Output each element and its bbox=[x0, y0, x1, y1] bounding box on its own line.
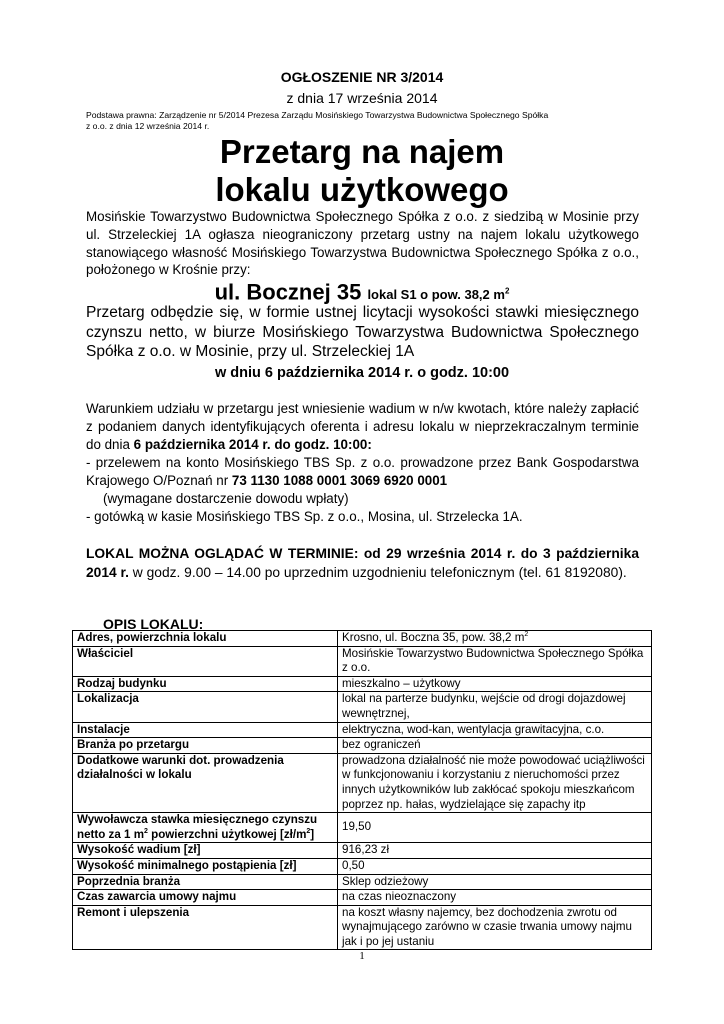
row-label: Poprzednia branża bbox=[73, 874, 338, 890]
row-label: Lokalizacja bbox=[73, 692, 338, 722]
legal-basis-line2: z o.o. z dnia 12 września 2014 r. bbox=[86, 121, 210, 131]
cash-option: - gotówką w kasie Mosińskiego TBS Sp. z o.o., Mosina, ul. Strzelecka 1A. bbox=[86, 509, 523, 524]
viewing-info: LOKAL MOŻNA OGLĄDAĆ W TERMINIE: od 29 września 2014 r. do 3 października 2014 r. w godz. 9.00 – 14.00 po uprzednim uzgodnieniu telefonicznym (tel. 61 8192080). bbox=[86, 546, 639, 580]
page-title bbox=[86, 133, 638, 209]
row-label: Wywoławcza stawka miesięcznego czynszu netto za 1 $m^2$ powierzchni użytkowej $[zł/m^2]$ bbox=[73, 813, 338, 843]
row-value: 0,50 bbox=[338, 858, 652, 874]
deposit-intro: Warunkiem udziału w przetargu jest wniesienie wadium w n/w kwotach, które należy zapłacić z podaniem danych identyfikujących oferenta i adresu lokalu w nieprzekraczalnym terminie do dnia 6 października 2014 r. do godz. 10:00: bbox=[86, 401, 639, 452]
auction-description: Przetarg odbędzie się, w formie ustnej licytacji wysokości stawki miesięcznego czynszu netto, w biurze Mosińskiego Towarzystwa Budownictwa Społecznego Spółka z o.o. w Mosinie, przy ul. Strzeleckiej 1A bbox=[86, 304, 639, 361]
table-row bbox=[73, 753, 652, 812]
row-value: na koszt własny najemcy, bez dochodzenia zwrotu od wynajmującego zarówno w czasie trwania umowy najmu jak i po jej ustaniu bbox=[338, 905, 652, 950]
table-row bbox=[73, 738, 652, 754]
row-label: Dodatkowe warunki dot. prowadzenia działalności w lokalu bbox=[73, 753, 338, 812]
row-label: Właściciel bbox=[73, 646, 338, 676]
deposit-deadline: 6 października 2014 r. do godz. 10:00: bbox=[133, 437, 372, 452]
table-row bbox=[73, 676, 652, 692]
row-value: 916,23 zł bbox=[338, 843, 652, 859]
table-row bbox=[73, 843, 652, 859]
table-row bbox=[73, 905, 652, 950]
bank-account-number: 73 1130 1088 0001 3069 6920 0001 bbox=[231, 473, 448, 488]
row-value: elektryczna, wod-kan, wentylacja grawitacyjna, c.o. bbox=[338, 722, 652, 738]
property-details-table bbox=[72, 630, 652, 950]
row-value: na czas nieoznaczony bbox=[338, 890, 652, 906]
property-description-heading: OPIS LOKALU: bbox=[103, 616, 204, 632]
row-label: Remont i ulepszenia bbox=[73, 905, 338, 950]
row-label: Wysokość minimalnego postąpienia [zł] bbox=[73, 858, 338, 874]
table-row bbox=[73, 722, 652, 738]
row-label: Branża po przetargu bbox=[73, 738, 338, 754]
legal-basis-line1: Podstawa prawna: Zarządzenie nr 5/2014 Prezesa Zarządu Mosińskiego Towarzystwa Budownictwa Społecznego Spółka bbox=[86, 110, 549, 120]
row-value: Mosińskie Towarzystwo Budownictwa Społecznego Spółka z o.o. bbox=[338, 646, 652, 676]
row-value: bez ograniczeń bbox=[338, 738, 652, 754]
announcement-date: z dnia 17 września 2014 bbox=[286, 90, 438, 106]
row-label: Adres, powierzchnia lokalu bbox=[73, 631, 338, 647]
row-label: Instalacje bbox=[73, 722, 338, 738]
row-value: prowadzona działalność nie może powodować uciążliwości w funkcjonowaniu i korzystaniu z nieruchomości przez innych użytkowników lub zakłócać spokoju mieszkańcom poprzez np. hałas, wydzielające się zapachy itp bbox=[338, 753, 652, 812]
row-value: Krosno, ul. Boczna 35, pow. 38,2 $m^2$ bbox=[338, 631, 652, 647]
deposit-conditions bbox=[86, 400, 639, 526]
page-title-line1: Przetarg na najem bbox=[219, 133, 505, 170]
intro-paragraph: Mosińskie Towarzystwo Budownictwa Społecznego Spółka z o.o. z siedzibą w Mosinie przy ul. Strzeleckiej 1A ogłasza nieograniczony przetarg ustny na najem lokalu użytkowego stanowiącego własność Mosińskiego Towarzystwa Budownictwa Społecznego Spółka z o.o., położonego w Krośnie przy: bbox=[86, 209, 639, 278]
auction-date: w dniu 6 października 2014 r. o godz. 10:00 bbox=[214, 365, 510, 381]
page-number: 1 bbox=[359, 950, 365, 962]
row-value: 19,50 bbox=[338, 813, 652, 843]
row-value: lokal na parterze budynku, wejście od drogi dojazdowej wewnętrznej, bbox=[338, 692, 652, 722]
page-title-line2: lokalu użytkowego bbox=[215, 171, 509, 208]
unit-description: lokal S1 o pow. 38,2 $m^2$ bbox=[367, 287, 510, 303]
table-row bbox=[73, 692, 652, 722]
proof-note: (wymagane dostarczenie dowodu wpłaty) bbox=[103, 491, 349, 506]
table-row bbox=[73, 858, 652, 874]
row-label: Rodzaj budynku bbox=[73, 676, 338, 692]
street-name: ul. Bocznej 35 bbox=[214, 279, 362, 305]
announcement-number: OGŁOSZENIE NR 3/2014 bbox=[280, 69, 444, 85]
table-row bbox=[73, 631, 652, 647]
table-row bbox=[73, 874, 652, 890]
table-row bbox=[73, 646, 652, 676]
row-value: mieszkalno – użytkowy bbox=[338, 676, 652, 692]
row-label: Wysokość wadium [zł] bbox=[73, 843, 338, 859]
row-label: Czas zawarcia umowy najmu bbox=[73, 890, 338, 906]
legal-basis bbox=[86, 110, 638, 132]
row-value: Sklep odzieżowy bbox=[338, 874, 652, 890]
table-row bbox=[73, 813, 652, 843]
transfer-option: - przelewem na konto Mosińskiego TBS Sp. z o.o. prowadzone przez Bank Gospodarstwa Krajowego O/Poznań nr 73 1130 1088 0001 3069 6920 0001 bbox=[86, 455, 639, 488]
table-row bbox=[73, 890, 652, 906]
